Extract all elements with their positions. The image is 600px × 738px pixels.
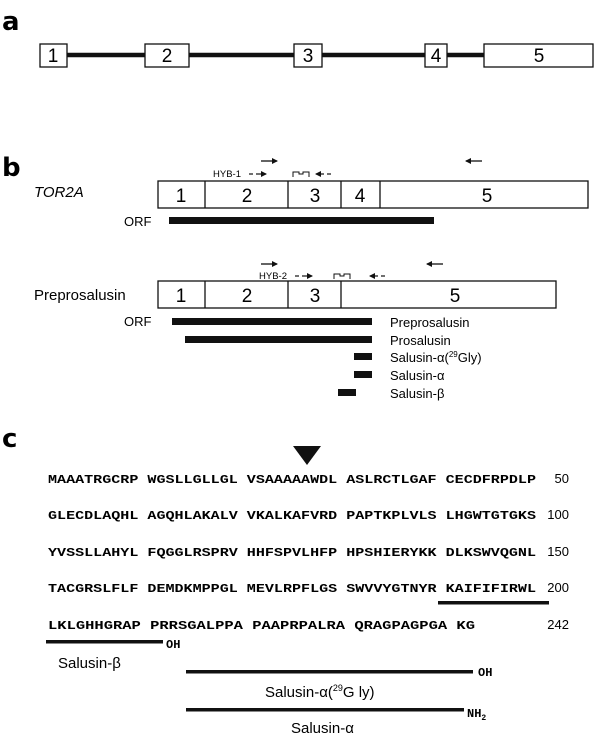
protein-sequence [48,471,569,633]
junction-probe-icon [334,274,350,279]
exon-5-label: 5 [533,46,545,67]
tor2a-exon-2-label: 2 [241,186,253,207]
salusin-beta-label: Salusin-β [58,655,121,672]
tor2a-gene-name: TOR2A [34,184,84,201]
panel-a-gene-structure [40,44,593,67]
residue-number-4: 200 [547,580,569,595]
preprosalusin-transcript [34,264,556,401]
residue-number-2: 100 [547,507,569,522]
product-label-salusin-alpha: Salusin-α [390,368,445,383]
exon-1-label: 1 [47,46,59,67]
prosalusin-bar [185,336,372,343]
salusin-alpha-bar [354,371,372,378]
panel-c-label: c [2,424,18,454]
panel-b-label: b [2,153,21,183]
product-label-salusin-beta: Salusin-β [390,386,445,401]
preprosalusin-name: Preprosalusin [34,287,126,304]
preprosalusin-orf-bar [172,318,372,325]
tor2a-exon-5-label: 5 [481,186,493,207]
exon-2-label: 2 [161,46,173,67]
salusin-alpha-29gly-terminus: OH [478,666,493,680]
residue-number-3: 150 [547,544,569,559]
residue-number-1: 50 [554,471,569,486]
product-label-preprosalusin: Preprosalusin [390,315,470,330]
sequence-line-2: GLECDLAQHL AGQHLAKALV VKALKAFVRD PAPTKPLVLS LHGWTGTGKS [48,510,537,523]
product-label-salusin-alpha-29gly: Salusin-α($^{29}$Gly) [390,350,482,365]
pre-exon-1-label: 1 [175,286,187,307]
salusin-alpha-29gly-underline [186,670,473,674]
panel-a-label: a [2,7,20,37]
product-label-prosalusin: Prosalusin [390,333,451,348]
sequence-line-5: LKLGHHGRAP PRRSGALPPA PAAPRPALRA QRAGPAGPGA KG [48,620,476,633]
sequence-line-3: YVSSLLAHYL FQGGLRSPRV HHFSPVLHFP HPSHIERYKK DLKSWVQGNL [48,547,537,560]
hyb1-label: HYB-1 [213,169,241,180]
tor2a-exon-4-label: 4 [354,186,366,207]
salusin-alpha-terminus: $NH_2$ [467,707,487,723]
salusin-alpha-label: Salusin-α [291,720,354,737]
exon-4-label: 4 [430,46,442,67]
pre-exon-3-label: 3 [309,286,321,307]
tor2a-exon-1-label: 1 [175,186,187,207]
salusin-alpha-29gly-label: Salusin-α($^{29}$G ly) [265,683,375,701]
junction-probe-icon [293,172,309,177]
tor2a-orf-label: ORF [124,214,152,229]
salusin-beta-underline-2 [46,640,163,644]
tor2a-transcript [34,161,588,229]
tor2a-transcript-box [158,181,588,208]
tor2a-exon-3-label: 3 [309,186,321,207]
sequence-line-4: TACGRSLFLF DEMDKMPPGL MEVLRPFLGS SWVVYGTNYR KAIFIFIRWL [48,583,537,596]
pre-exon-5-label: 5 [449,286,461,307]
salusin-beta-bar [338,389,356,396]
preprosalusin-transcript-box [158,281,556,308]
sequence-line-1: MAAATRGCRP WGSLLGLLGL VSAAAAAWDL ASLRCTLGAF CECDFRPDLP [48,474,537,487]
pre-exon-2-label: 2 [241,286,253,307]
exon-3-label: 3 [302,46,314,67]
pre-orf-label: ORF [124,314,152,329]
residue-number-5: 242 [547,617,569,632]
salusin-alpha-29gly-bar [354,353,372,360]
cleavage-site-triangle [293,446,321,465]
hyb2-label: HYB-2 [259,271,287,282]
salusin-beta-underline-1 [438,601,549,605]
salusin-beta-terminus: OH [166,638,181,652]
tor2a-orf-bar [169,217,434,224]
salusin-alpha-underline [186,708,464,712]
